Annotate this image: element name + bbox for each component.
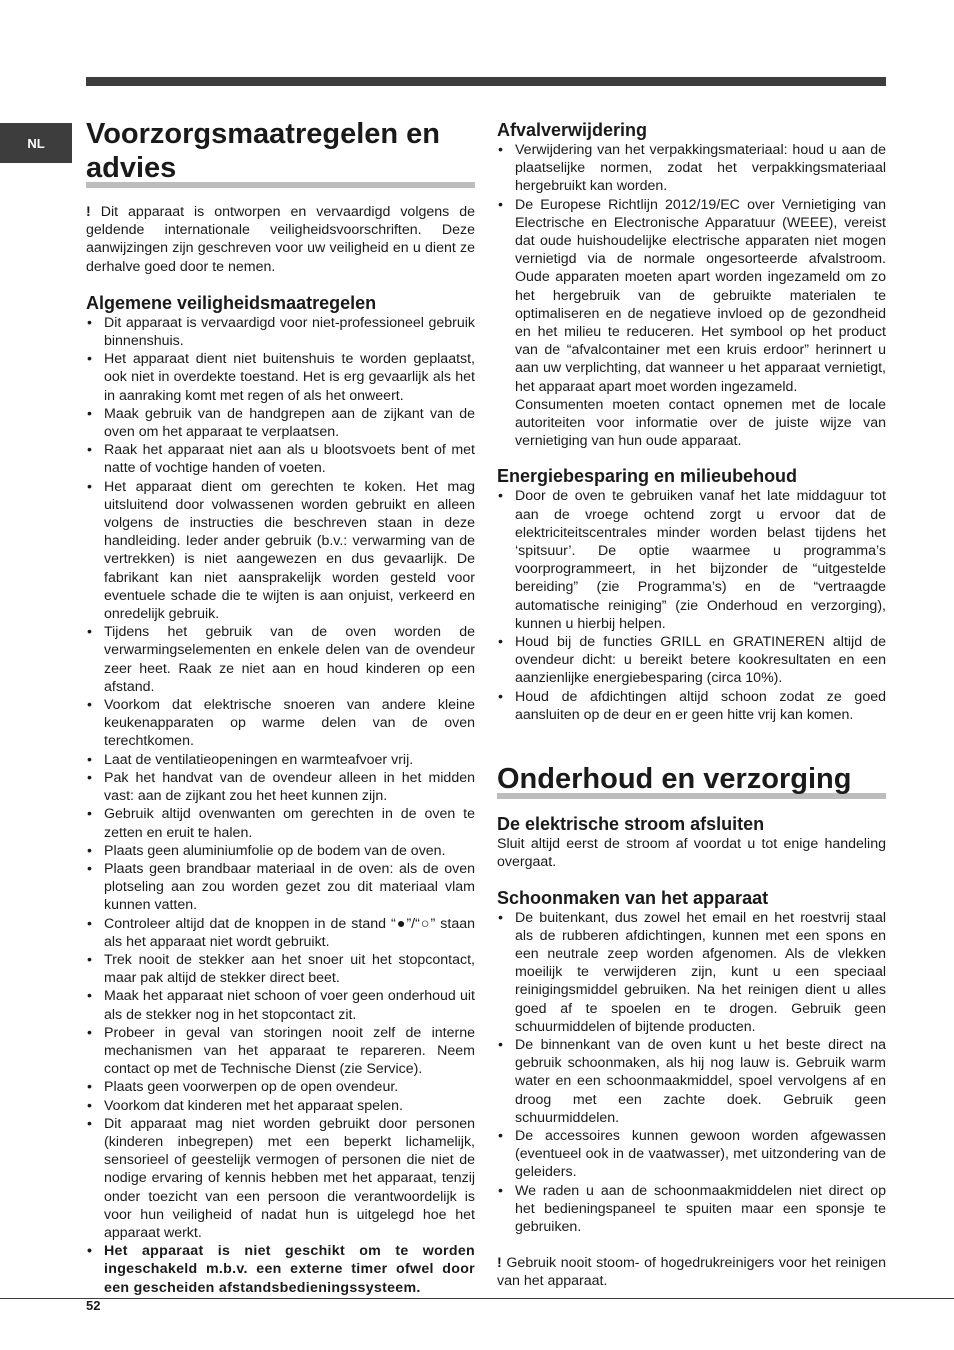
list-item-bold: • Het apparaat is niet geschikt om te worden ingeschakeld m.b.v. een externe timer ofwel door een gescheiden afstandsbedieningssysteem. <box>86 1242 475 1297</box>
top-divider-bar <box>86 77 886 86</box>
waste-list <box>497 141 886 396</box>
section-title-general-safety: Algemene veiligheidsmaatregelen <box>86 292 377 313</box>
maintenance-title-block <box>497 762 886 799</box>
intro-text: Dit apparaat is ontworpen en vervaardigd volgens de geldende internationale veiligheidsvoorschriften. Deze aanwijzingen zijn geschreven voor uw veiligheid en u dient ze derhalve goed door te nemen. <box>86 204 475 275</box>
cleaning-warning-paragraph <box>497 1254 886 1290</box>
list-item: • Tijdens het gebruik van de oven worden de verwarmingselementen en enkele delen van de ovendeur zeer heet. Raak ze niet aan en houd kinderen op een afstand. <box>86 623 475 696</box>
cleaning-warning-text: Gebruik nooit stoom- of hogedrukreinigers voor het reinigen van het apparaat. <box>497 1255 886 1290</box>
list-item: • De buitenkant, dus zowel het email en het roestvrij staal als de rubberen afdichtingen, kunnen met een spons en een neutrale zeep worden afgenomen. Als de vlekken moeilijk te verwijderen zijn, kunt u een speciaal reinigingsmiddel gebruiken. Na het reinigen dient u alles goed af te spoelen en te drogen. Gebruik geen schuurmiddelen of bijtende producten. <box>497 909 886 1036</box>
left-column <box>86 117 475 1297</box>
list-item: • Voorkom dat elektrische snoeren van andere kleine keukenapparaten op warme delen van de oven terechtkomen. <box>86 696 475 751</box>
page-title-maintenance: Onderhoud en verzorging <box>497 763 852 796</box>
language-tab: NL <box>0 123 72 163</box>
list-item: • Maak het apparaat niet schoon of voer geen onderhoud uit als de stekker nog in het stopcontact zit. <box>86 987 475 1023</box>
page-title-safety: Voorzorgsmaatregelen en advies <box>86 118 441 184</box>
list-item: • De accessoires kunnen gewoon worden afgewassen (eventueel ook in de vaatwasser), met uitzondering van de geleiders. <box>497 1127 886 1182</box>
list-item: • Pak het handvat van de ovendeur alleen in het midden vast: aan de zijkant zou het heet kunnen zijn. <box>86 769 475 805</box>
intro-paragraph <box>86 203 475 276</box>
list-item: • Trek nooit de stekker aan het snoer uit het stopcontact, maar pak altijd de stekker direct beet. <box>86 951 475 987</box>
list-item: • Door de oven te gebruiken vanaf het late middaguur tot aan de vroege ochtend zorgt u ervoor dat de elektriciteitscentrales minder worden belast tijdens het ‘spitsuur’. De optie waarmee u programma’s voorprogrammeert, in het bijzonder de “uitgestelde bereiding” (zie Programma’s) en de “vertraagde automatische reiniging” (zie Onderhoud en verzorging), kunnen u hierbij helpen. <box>497 487 886 633</box>
section-title-waste: Afvalverwijdering <box>497 120 648 140</box>
list-item: • De binnenkant van de oven kunt u het beste direct na gebruik schoonmaken, als hij nog lauw is. Gebruik warm water en een schoonmaakmiddel, spoel vervolgens af en droog met een zachte doek. Gebruik geen schuurmiddelen. <box>497 1036 886 1127</box>
waste-extra-paragraph: Consumenten moeten contact opnemen met de locale autoriteiten voor informatie over de juiste wijze van vernietiging van hun oude apparaat. <box>515 396 886 450</box>
list-item: • Controleer altijd dat de knoppen in de stand “●”/“○” staan als het apparaat niet wordt gebruikt. <box>86 915 475 951</box>
list-item: • Voorkom dat kinderen met het apparaat spelen. <box>86 1097 475 1115</box>
cleaning-list <box>497 909 886 1237</box>
section-title-energy: Energiebesparing en milieubehoud <box>497 466 798 487</box>
power-paragraph: Sluit altijd eerst de stroom af voordat u tot enige handeling overgaat. <box>497 836 886 871</box>
energy-list <box>497 487 886 724</box>
list-item: • Maak gebruik van de handgrepen aan de zijkant van de oven om het apparaat te verplaatsen. <box>86 405 475 441</box>
list-item: • Het apparaat dient om gerechten te koken. Het mag uitsluitend door volwassenen worden gebruikt en alleen volgens de instructies die beschreven staan in deze handleiding. Ieder ander gebruik (b.v.: verwarming van de vertrekken) is niet aangewezen en dus gevaarlijk. De fabrikant kan niet aansprakelijk worden gesteld voor eventuele schade die te wijten is aan onjuist, verkeerd en onredelijk gebruik. <box>86 478 475 624</box>
list-item: • Plaats geen aluminiumfolie op de bodem van de oven. <box>86 842 475 860</box>
list-item: • Plaats geen brandbaar materiaal in de oven: als de oven plotseling aan zou worden gezet zou dit materiaal vlam kunnen vatten. <box>86 860 475 915</box>
list-item: • Houd de afdichtingen altijd schoon zodat ze goed aansluiten op de deur en er geen hitte vrij kan komen. <box>497 688 886 724</box>
list-item: • Houd bij de functies GRILL en GRATINEREN altijd de ovendeur dicht: u bereikt betere kookresultaten en een aanzienlijke energiebesparing (circa 10%). <box>497 633 886 688</box>
section-title-power: De elektrische stroom afsluiten <box>497 814 765 835</box>
list-item: • Verwijdering van het verpakkingsmateriaal: houd u aan de plaatselijke normen, zodat het verpakkingsmateriaal hergebruikt kan worden. <box>497 141 886 196</box>
list-item: • Gebruik altijd ovenwanten om gerechten in de oven te zetten en eruit te halen. <box>86 805 475 841</box>
warning-mark: ! <box>497 1255 502 1272</box>
list-item: • Het apparaat dient niet buitenshuis te worden geplaatst, ook niet in overdekte toestand. Het is erg gevaarlijk als het in aanraking komt met regen of als het onweert. <box>86 350 475 405</box>
safety-title-block <box>86 117 475 188</box>
list-item: • We raden u aan de schoonmaakmiddelen niet direct op het bedieningspaneel te spuiten maar een sponsje te gebruiken. <box>497 1182 886 1237</box>
list-item: • Raak het apparaat niet aan als u blootsvoets bent of met natte of vochtige handen of voeten. <box>86 441 475 477</box>
section-title-cleaning: Schoonmaken van het apparaat <box>497 887 769 908</box>
list-item: • Dit apparaat mag niet worden gebruikt door personen (kinderen inbegrepen) met een beperkt lichamelijk, sensorieel of geestelijk vermogen of personen die niet de nodige ervaring of kennis hebben met het apparaat, tenzij onder toezicht van een persoon die verantwoordelijk is voor hun veiligheid of nadat hun is uitgelegd hoe het apparaat werkt. <box>86 1115 475 1242</box>
warning-mark: ! <box>86 204 91 220</box>
safety-list <box>86 314 475 1297</box>
list-item: • De Europese Richtlijn 2012/19/EC over Vernietiging van Electrische en Electronische Apparatuur (WEEE), vereist dat oude huishoudelijke electrische apparaten niet mogen vernietigd via de normale ongesorteerde afvalstroom. Oude apparaten moeten apart worden ingezameld om zo het hergebruik van de gebruikte materialen te optimaliseren en de negatieve invloed op de gezondheid en het milieu te reduceren. Het symbool op het product van de “afvalcontainer met een kruis erdoor” herinnert u aan uw verplichting, dat wanneer u het apparaat vernietigt, het apparaat apart moet worden ingezameld. <box>497 196 886 396</box>
footer-divider <box>0 1298 954 1299</box>
list-item: • Laat de ventilatieopeningen en warmteafvoer vrij. <box>86 751 475 769</box>
right-column <box>497 119 886 1291</box>
list-item: • Probeer in geval van storingen nooit zelf de interne mechanismen van het apparaat te repareren. Neem contact op met de Technische Dienst (zie Service). <box>86 1024 475 1079</box>
page-number: 52 <box>86 1298 101 1313</box>
list-item: • Dit apparaat is vervaardigd voor niet-professioneel gebruik binnenshuis. <box>86 314 475 350</box>
list-item: • Plaats geen voorwerpen op de open ovendeur. <box>86 1078 475 1096</box>
